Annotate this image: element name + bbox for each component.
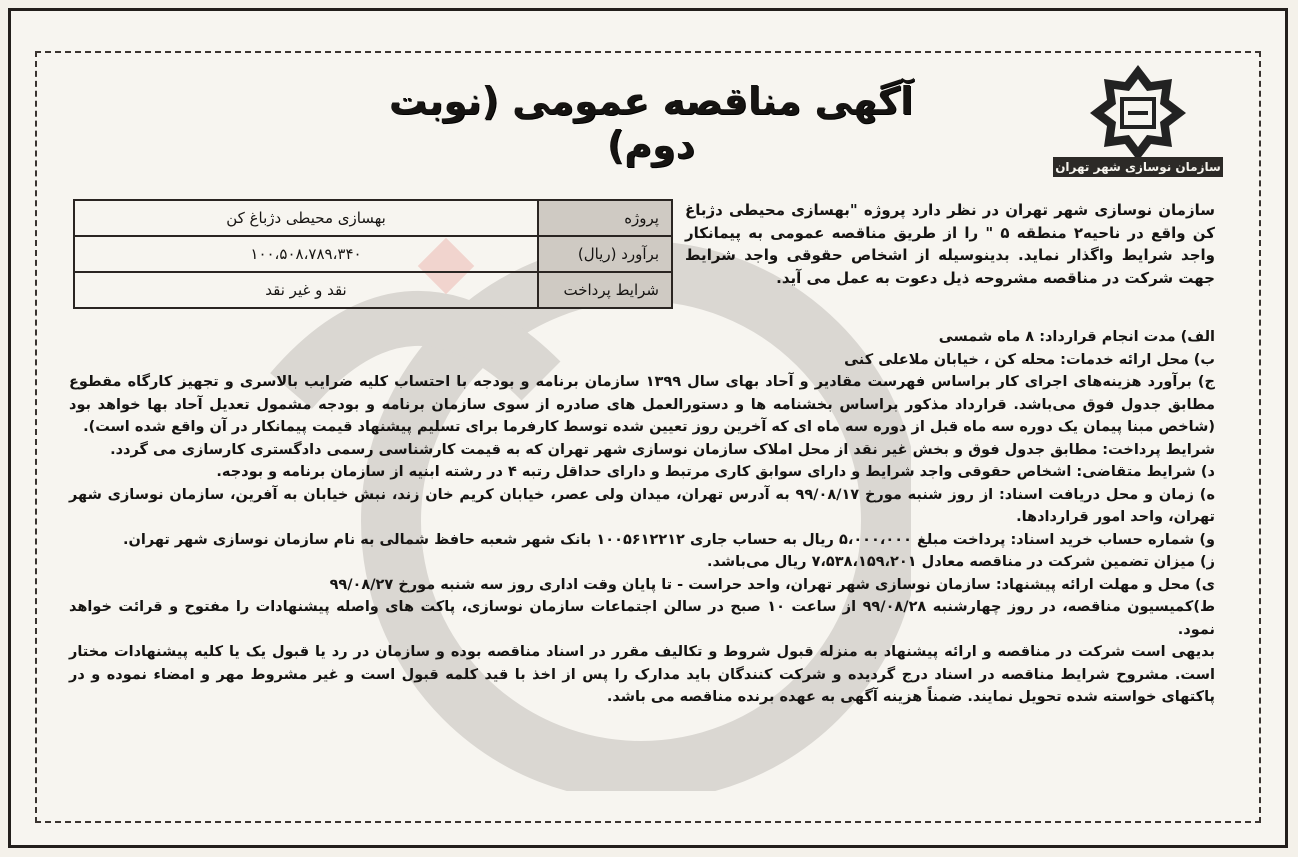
- logo-caption: سازمان نوسازی شهر تهران: [1053, 157, 1223, 177]
- table-key: شرایط پرداخت: [538, 272, 672, 308]
- term-paragraph: بدیهی است شرکت در مناقصه و ارائه پیشنهاد به منزله قبول شروط و تکالیف مقرر در اسناد مناقصه بوده و سازمان در رد یا قبول یک یا کلیه پیشنهادات مختار است. مشروح شرایط مناقصه در اسناد درج گردیده و شرکت کنندگان باید مدارک را پس از اخذ با قید کلمه قبول است و غیر مشروط مهر و امضاء نموده و در پاکتهای خواسته شده تحویل نمایند. ضمناً هزینه آگهی به عهده برنده مناقصه می باشد.: [69, 644, 1215, 705]
- table-key: برآورد (ریال): [538, 236, 672, 272]
- table-value: ۱۰۰،۵۰۸،۷۸۹،۳۴۰: [74, 236, 538, 272]
- intro-paragraph: سازمان نوسازی شهر تهران در نظر دارد پروژه "بهسازی محیطی دژباغ کن واقع در ناحیه۲ منطقه ۵ " را از طریق مناقصه عمومی به پیمانکار واجد شرایط واگذار نماید. بدینوسیله از اشخاص حقوقی واجد شرایط جهت شرکت در مناقصه مشروحه ذیل دعوت به عمل می آید.: [685, 201, 1215, 287]
- notice-page: [8, 8, 1288, 848]
- table-row: [74, 200, 672, 236]
- tehran-renovation-logo: [1063, 61, 1213, 171]
- term-paragraph: ط)کمیسیون مناقصه، در روز چهارشنبه ۹۹/۰۸/۲۸ از ساعت ۱۰ صبح در سالن اجتماعات سازمان نوسازی، پاکت های واصله پیشنهادات را مفتوح و قرائت خواهد نمود.: [69, 599, 1216, 638]
- term-paragraph: و) شماره حساب خرید اسناد: پرداخت مبلغ ۵،۰۰۰،۰۰۰ ریال به حساب جاری ۱۰۰۵۶۱۲۲۱۲ بانک شهر شعبه حافظ شمالی به نام سازمان نوسازی شهر تهران.: [122, 531, 1215, 548]
- table-value: بهسازی محیطی دژباغ کن: [74, 200, 538, 236]
- term-paragraph: الف) مدت انجام قرارداد: ۸ ماه شمسی: [938, 329, 1215, 345]
- table-row: [74, 272, 672, 308]
- term-paragraph: ی) محل و مهلت ارائه پیشنهاد: سازمان نوسازی شهر تهران، واحد حراست - تا پایان وقت اداری روز سه شنبه مورخ ۹۹/۰۸/۲۷: [329, 576, 1215, 593]
- table-row: [74, 236, 672, 272]
- term-paragraph: د) شرایط متقاضی: اشخاص حقوقی واجد شرایط و دارای سوابق کاری مرتبط و دارای حداقل رتبه ۴ در رشته ابنیه از سازمان برنامه و بودجه.: [216, 464, 1215, 480]
- tender-terms: [69, 326, 1215, 709]
- term-paragraph: ب) محل ارائه خدمات: محله کن ، خیابان ملاعلی کنی: [844, 351, 1215, 368]
- tender-info-table: [73, 199, 673, 309]
- term-paragraph: ج) برآورد هزینه‌های اجرای کار براساس فهرست مقادیر و آحاد بهای سال ۱۳۹۹ سازمان برنامه و بودجه با احتساب کلیه ضرایب بالاسری و تجهیز کارگاه مقطوع مطابق جدول فوق می‌باشد. قرارداد مذکور براساس بخشنامه ها و دستورالعمل های صادره از سوی سازمان برنامه و بودجه مشمول تعدیل آحاد بها خواهد بود (شاخص مبنا پیمان یک دوره سه ماه قبل از دوره سه ماه ای که آخرین روز تعیین شده توسط کارفرما برای تسلیم پیشنهاد قیمت پیمانکار در آن واقع شده است).: [69, 374, 1216, 435]
- table-value: نقد و غیر نقد: [74, 272, 538, 308]
- term-paragraph: ز) میزان تضمین شرکت در مناقصه معادل ۷،۵۳۸،۱۵۹،۲۰۱ ریال می‌باشد.: [706, 554, 1215, 570]
- page-title: آگهی مناقصه عمومی (نوبت دوم): [388, 79, 914, 167]
- term-paragraph: ه) زمان و محل دریافت اسناد: از روز شنبه مورخ ۹۹/۰۸/۱۷ به آدرس تهران، میدان ولی عصر، خیابان کریم خان زند، نبش خیابان به آفرین، سازمان نوسازی شهر تهران، واحد امور قراردادها.: [69, 486, 1215, 525]
- table-key: پروژه: [538, 200, 672, 236]
- term-paragraph: شرایط پرداخت: مطابق جدول فوق و بخش غیر نقد از محل املاک سازمان نوسازی شهر تهران که به قیمت کارشناسی رسمی دادگستری کارسازی می گردد.: [110, 441, 1215, 458]
